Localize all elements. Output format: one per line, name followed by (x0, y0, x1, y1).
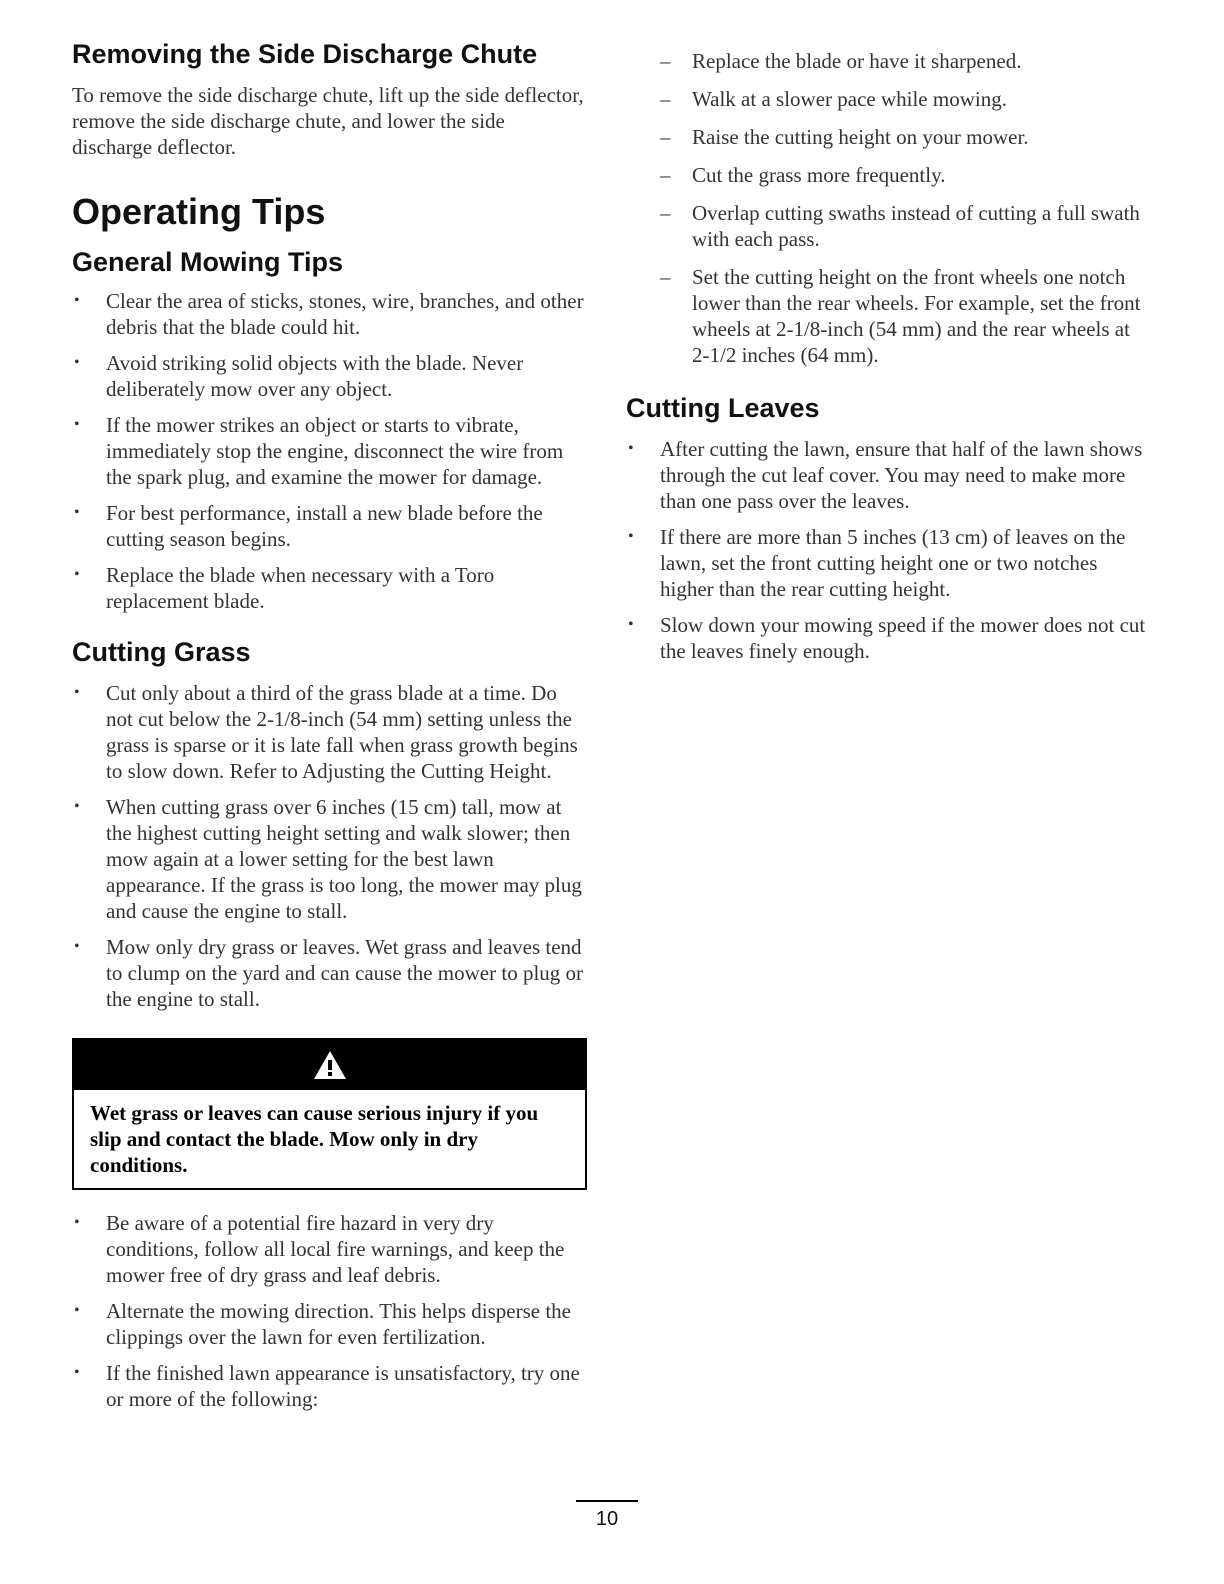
dash-mark: – (660, 125, 671, 149)
list-item-text: Walk at a slower pace while mowing. (692, 87, 1007, 111)
general-mowing-tips-heading: General Mowing Tips (72, 246, 344, 277)
operating-tips-heading: Operating Tips (72, 191, 326, 233)
list-item-text: Cut only about a third of the grass blade at a time. Do not cut below the 2-1/8-inch (54 mm) setting unless the grass is sparse or it is late fall when grass growth begins to slow down. Refer to Adjusting the Cutting Height. (106, 681, 578, 784)
bullet-mark: • (74, 798, 80, 816)
bullet-mark: • (74, 1302, 80, 1320)
bullet-mark: • (74, 353, 80, 371)
bullet-mark: • (628, 528, 634, 546)
warning-header (74, 1040, 585, 1090)
list-item-text: After cutting the lawn, ensure that half of the lawn shows through the cut leaf cover. You may need to make more than one pass over the leaves. (660, 437, 1143, 514)
removing-chute-text: To remove the side discharge chute, lift up the side deflector, remove the side discharge chute, and lower the side discharge deflector. (72, 83, 584, 160)
list-item-text: Raise the cutting height on your mower. (692, 125, 1029, 149)
bullet-mark: • (74, 938, 80, 956)
list-item-text: For best performance, install a new blade before the cutting season begins. (106, 500, 543, 551)
left-column (72, 38, 587, 1422)
list-item (72, 412, 587, 490)
list-item (72, 562, 587, 614)
list-item (626, 524, 1146, 602)
bullet-mark: • (74, 415, 80, 433)
bullet-mark: • (74, 1364, 80, 1382)
list-item (72, 350, 587, 402)
removing-chute-heading: Removing the Side Discharge Chute (72, 39, 538, 69)
list-item (72, 794, 587, 924)
cutting-grass-list (72, 680, 587, 1012)
page-number: 10 (595, 1508, 619, 1530)
list-item-text: Be aware of a potential fire hazard in very dry conditions, follow all local fire warnings, and keep the mower free of dry grass and leaf debris. (106, 1211, 565, 1288)
cutting-leaves-list (626, 436, 1146, 664)
bullet-mark: • (628, 440, 634, 458)
cutting-leaves-heading: Cutting Leaves (626, 393, 820, 423)
list-item (72, 934, 587, 1012)
list-item-text: Avoid striking solid objects with the blade. Never deliberately mow over any object. (106, 350, 524, 401)
list-item-text: When cutting grass over 6 inches (15 cm) tall, mow at the highest cutting height setting and walk slower; then mow again at a lower setting for the best lawn appearance. If the grass is too long, the mower may plug and cause the engine to stall. (106, 795, 582, 924)
bullet-mark: • (74, 565, 80, 583)
list-item-text: Slow down your mowing speed if the mower does not cut the leaves finely enough. (660, 613, 1146, 664)
warning-triangle-icon (313, 1050, 347, 1080)
lawn-appearance-suggestions-list (626, 48, 1146, 368)
list-item (72, 1210, 587, 1288)
list-item-text: Replace the blade when necessary with a Toro replacement blade. (106, 562, 495, 613)
list-item (72, 500, 587, 552)
list-item-text: Set the cutting height on the front wheels one notch lower than the rear wheels. For example, set the front wheels at 2-1/8-inch (54 mm) and the rear wheels at 2-1/2 inches (64 mm). (692, 265, 1141, 367)
cutting-grass-heading: Cutting Grass (72, 636, 251, 667)
list-item (626, 86, 1146, 112)
bullet-mark: • (628, 616, 634, 634)
list-item (626, 124, 1146, 150)
additional-tips-list (72, 1210, 587, 1412)
general-mowing-tips-list (72, 288, 587, 614)
list-item-text: Alternate the mowing direction. This helps disperse the clippings over the lawn for even fertilization. (106, 1299, 572, 1350)
list-item (72, 1360, 587, 1412)
list-item-text: Clear the area of sticks, stones, wire, branches, and other debris that the blade could hit. (106, 288, 584, 339)
dash-mark: – (660, 87, 671, 111)
warning-text: Wet grass or leaves can cause serious injury if you slip and contact the blade. Mow only in dry conditions. (90, 1101, 539, 1178)
dash-mark: – (660, 201, 671, 225)
list-item-text: If there are more than 5 inches (13 cm) of leaves on the lawn, set the front cutting height one or two notches higher than the rear cutting height. (660, 525, 1126, 602)
dash-mark: – (660, 265, 671, 289)
list-item (72, 680, 587, 784)
warning-box (72, 1038, 587, 1190)
list-item (626, 264, 1146, 368)
dash-mark: – (660, 163, 671, 187)
page-footer (576, 1500, 638, 1531)
list-item (626, 200, 1146, 252)
page-number-rule (576, 1500, 638, 1502)
list-item-text: Mow only dry grass or leaves. Wet grass and leaves tend to clump on the yard and can cause the mower to plug or the engine to stall. (106, 935, 584, 1012)
list-item (626, 162, 1146, 188)
right-column (626, 38, 1146, 674)
list-item (626, 436, 1146, 514)
list-item-text: If the mower strikes an object or starts to vibrate, immediately stop the engine, disconnect the wire from the spark plug, and examine the mower for damage. (106, 412, 564, 489)
dash-mark: – (660, 49, 671, 73)
list-item-text: Replace the blade or have it sharpened. (692, 49, 1022, 73)
bullet-mark: • (74, 684, 80, 702)
list-item (72, 288, 587, 340)
bullet-mark: • (74, 291, 80, 309)
bullet-mark: • (74, 503, 80, 521)
list-item (626, 48, 1146, 74)
list-item (72, 1298, 587, 1350)
list-item-text: Overlap cutting swaths instead of cutting a full swath with each pass. (692, 201, 1140, 251)
list-item (626, 612, 1146, 664)
list-item-text: Cut the grass more frequently. (692, 163, 946, 187)
list-item-text: If the finished lawn appearance is unsatisfactory, try one or more of the following: (106, 1361, 580, 1412)
bullet-mark: • (74, 1214, 80, 1232)
